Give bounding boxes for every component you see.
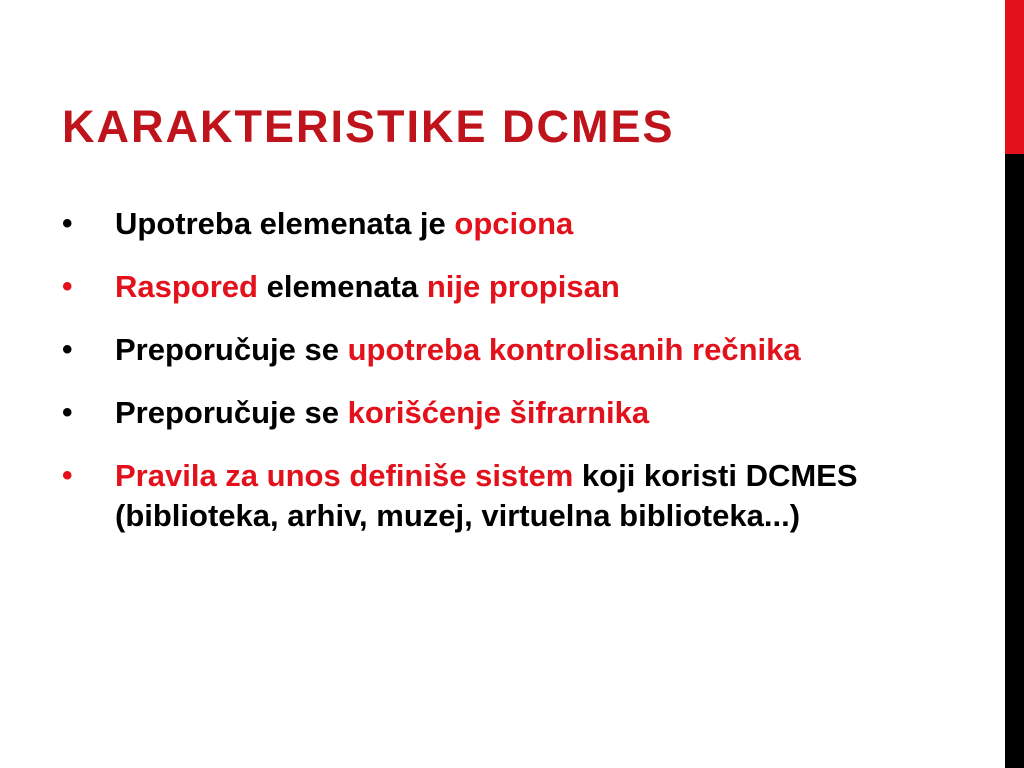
bullet-marker: •: [62, 270, 73, 303]
bullet-item-2: [62, 267, 892, 307]
bullet-marker: •: [62, 396, 73, 429]
bullet-list: [62, 204, 892, 559]
bullet-marker: •: [62, 459, 73, 492]
bullet-text-segment: koji koristi DCMES (biblioteka, arhiv, muzej, virtuelna biblioteka...): [115, 458, 858, 533]
bullet-text-segment: Upotreba elemenata je: [115, 206, 455, 241]
bullet-text-segment: elemenata: [257, 269, 427, 304]
bullet-text-highlight: opciona: [454, 206, 574, 241]
bullet-item-5: [62, 456, 892, 536]
side-accent-bar-black: [1005, 154, 1024, 768]
bullet-text-segment: Preporučuje se: [115, 395, 348, 430]
bullet-text-highlight: nije propisan: [426, 269, 620, 304]
bullet-item-3: [62, 330, 892, 370]
bullet-text-segment: Preporučuje se: [115, 332, 348, 367]
bullet-marker: •: [62, 333, 73, 366]
bullet-text-highlight: Pravila za unos definiše sistem: [115, 458, 574, 493]
slide-title: KARAKTERISTIKE DCMES: [62, 101, 675, 152]
bullet-text-highlight: korišćenje šifrarnika: [347, 395, 650, 430]
bullet-item-1: [62, 204, 892, 244]
bullet-item-4: [62, 393, 892, 433]
side-accent-bar-red: [1005, 0, 1024, 154]
bullet-text-highlight: Raspored: [115, 269, 258, 304]
bullet-text-highlight: upotreba kontrolisanih rečnika: [347, 332, 801, 367]
bullet-marker: •: [62, 207, 73, 240]
